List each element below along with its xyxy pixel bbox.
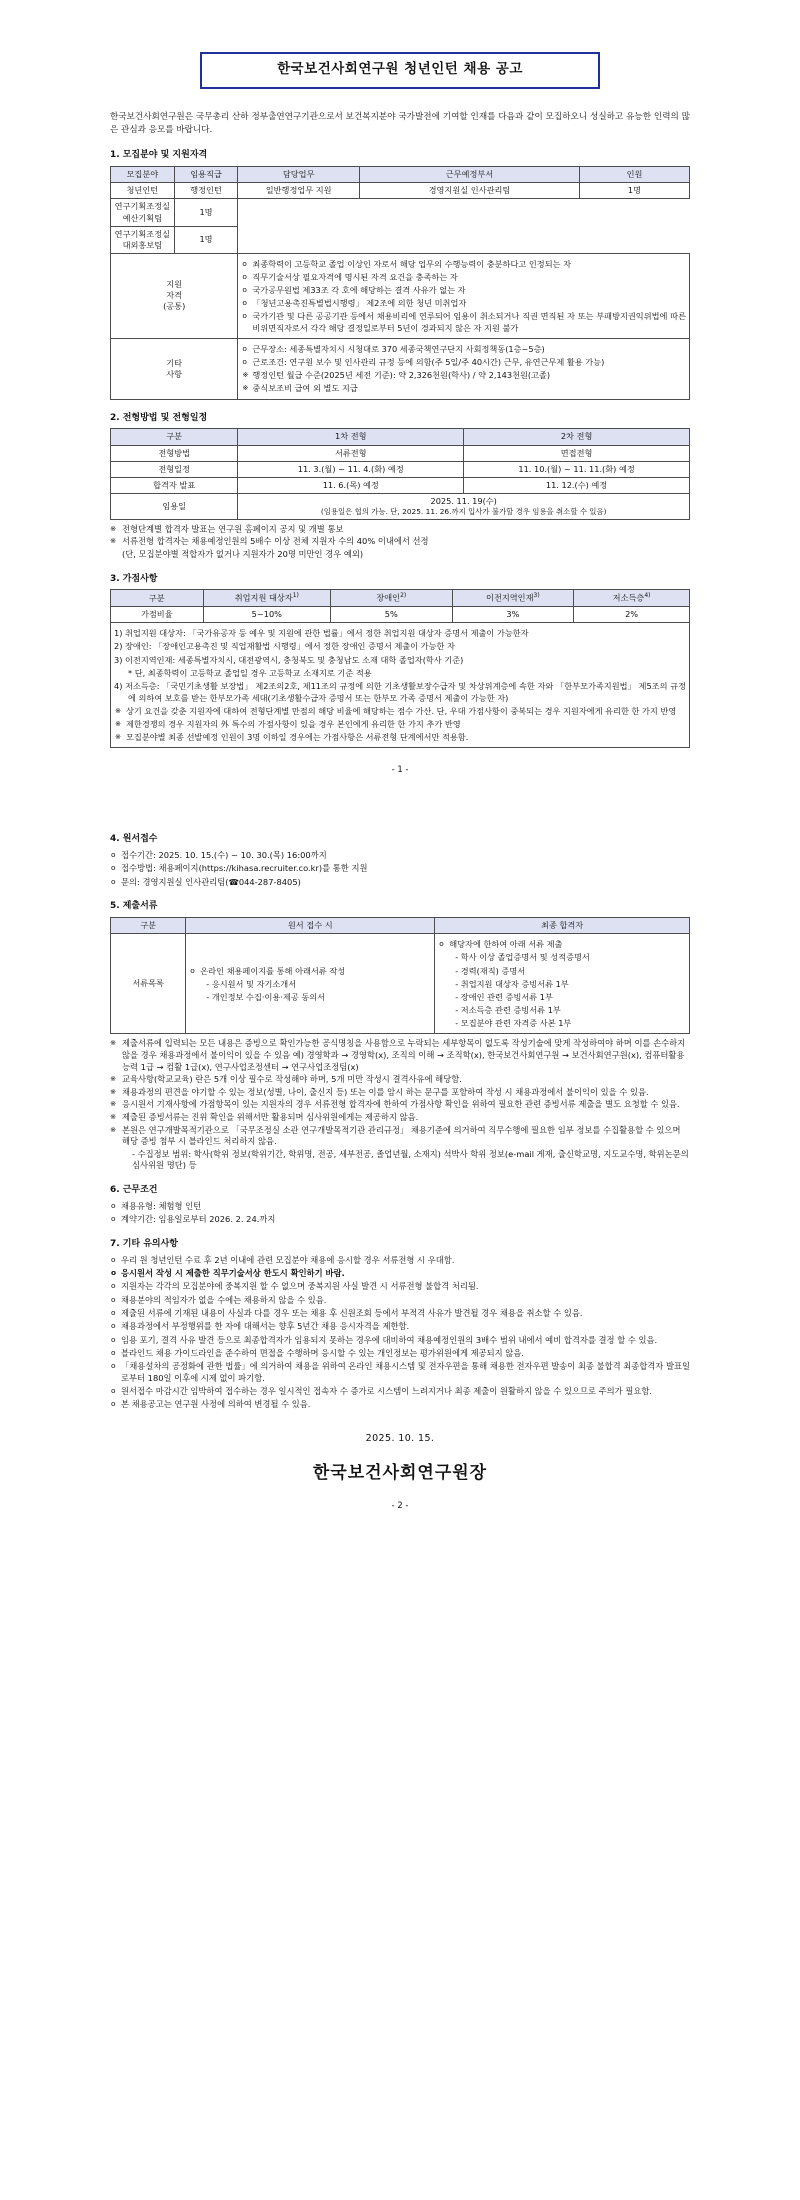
rate-value: 2% (574, 607, 690, 623)
list-item: o 우리 원 청년인턴 수료 후 2년 이내에 관련 모집분야 채용에 응시할 경우 서류전형 시 우대함. (110, 1255, 690, 1267)
apply-documents-list (189, 966, 431, 1004)
col-field: 모집분야 (111, 167, 175, 183)
qualification-label (111, 253, 238, 338)
announcement-date: 2025. 10. 15. (365, 1433, 435, 1445)
section-1-title: 모집분야 및 지원자격 (122, 150, 208, 161)
list-item: o 채용과정에서 부정행위를 한 자에 대해서는 향후 5년간 채용 응시자격을 제한함. (110, 1321, 690, 1333)
row-label: 전형일정 (111, 461, 238, 477)
col-disabled (331, 590, 453, 607)
section-6-number: 6. (110, 1185, 120, 1196)
col-label: 장애인 (376, 593, 401, 604)
col-category: 구분 (111, 918, 186, 934)
etc-label-line: 기타 (166, 357, 183, 368)
table-row (111, 445, 690, 461)
list-item: o 블라인드 채용 가이드라인을 준수하여 면접을 수행하며 응시할 수 있는 개인정보는 평가위원에게 제공되지 않음. (110, 1348, 690, 1360)
row-label: 합격자 발표 (111, 477, 238, 493)
col-label: 이전지역인재 (486, 593, 534, 604)
rate-value: 5% (331, 607, 453, 623)
footnote-item: 1) 취업지원 대상자: 「국가유공자 등 예우 및 지원에 관한 법률」에서 정한 취업지원 대상자 증명서 제출이 가능한자 (114, 628, 529, 639)
col-grade: 임용직급 (174, 167, 238, 183)
first-stage-value: 11. 3.(월) ~ 11. 4.(화) 예정 (238, 461, 464, 477)
grade-value: 행정인턴 (174, 183, 238, 199)
department-value: 연구기획조정실 대외홍보팀 (111, 226, 175, 253)
section-5-number: 5. (110, 901, 120, 912)
section-3-number: 3. (110, 573, 120, 584)
table-row (111, 199, 690, 226)
list-item: o 계약기간: 임용일로부터 2026. 2. 24.까지 (110, 1214, 690, 1226)
etc-list (241, 344, 686, 395)
recruitment-table (110, 166, 690, 399)
footnote-marker: 3) (533, 592, 540, 600)
section-6-heading (110, 1185, 690, 1197)
table-row (111, 183, 690, 199)
section-4-heading (110, 834, 690, 846)
list-item: o 제출된 서류에 기재된 내용이 사실과 다를 경우 또는 채용 후 신원조회 등에서 부적격 사유가 발견될 경우 채용을 취소할 수 있음. (110, 1308, 690, 1320)
col-first-stage: 1차 전형 (238, 429, 464, 445)
page-number-1: - 1 - (391, 764, 409, 775)
note-item: (단, 모집분야별 적합자가 없거나 지원자가 20명 미만인 경우 예외) (122, 548, 364, 559)
section-5-notes (110, 1038, 690, 1172)
table-header-row (111, 167, 690, 183)
footnote-star-item: ※ 모집분야별 최종 선발예정 인원이 3명 이하일 경우에는 가점사항은 서류전형 단계에서만 적용함. (114, 732, 686, 744)
note-item: - 수집정보 범위: 학사(학위 정보(학위기간, 학위명, 전공, 세부전공, 졸업년월, 소재지) 석박사 학위 정보(e-mail 게재, 출신학교명, 지도교수명, 학위논문의 심사위원 명단) 등 (132, 1148, 689, 1171)
footnote-item: * 단, 최종학력이 고등학교 졸업일 경우 고등학교 소재지로 기준 적용 (128, 667, 372, 678)
qualification-list (241, 259, 686, 335)
other-notices-list (110, 1255, 690, 1411)
duty-value: 일반행정업무 지원 (238, 183, 360, 199)
second-stage-value: 면접전형 (464, 445, 690, 461)
list-item: o 임용 포기, 결격 사유 발견 등으로 최종합격자가 임용되지 못하는 경우에 대비하여 채용예정인원의 3배수 범위 내에서 예비 합격자를 결정 할 수 있음. (110, 1335, 690, 1347)
col-at-application: 원서 접수 시 (186, 918, 435, 934)
list-item: - 모집분야 관련 자격증 사본 1부 (455, 1018, 572, 1029)
bonus-points-table (110, 589, 690, 748)
col-duty: 담당업무 (238, 167, 360, 183)
section-4-title: 원서접수 (122, 834, 158, 845)
documents-table (110, 917, 690, 1034)
section-2-title: 전형방법 및 전형일정 (122, 412, 208, 423)
section-3-title: 가점사항 (122, 573, 158, 584)
footnote-item: 4) 저소득층: 「국민기초생활 보장법」 제2조의2호, 제11조의 규정에 의한 기초생활보장수급자 및 차상위계층에 속한 자와 「한부모가족지원법」 제5조의 규정에 의하여 보호를 받는 한부모가족 세대(기초생활수급자 증명서 또는 한부모 가족 증명서 제출이 가능한 자) (114, 680, 686, 703)
final-documents-cell (435, 934, 690, 1034)
list-item: o 응시원서 작성 시 제출한 직무기술서상 한도시 확인하기 바람. (110, 1268, 690, 1280)
note-item: ※ 제출된 증빙서류는 진위 확인을 위해서만 활용되며 심사위원에게는 제공하지 않음. (110, 1112, 690, 1124)
rate-label: 가점비율 (111, 607, 204, 623)
qualification-label-line: 지원 (166, 279, 183, 290)
section-2-heading (110, 413, 690, 425)
field-value: 청년인턴 (111, 183, 175, 199)
section-4-number: 4. (110, 834, 120, 845)
list-item: o 채용유형: 체험형 인턴 (110, 1201, 690, 1213)
list-item: o 해당자에 한하여 아래 서류 제출 (438, 939, 686, 951)
department-value: 경영지원실 인사관리팀 (359, 183, 579, 199)
count-value: 1명 (174, 226, 238, 253)
list-item: o 근무장소: 세종특별자치시 시청대로 370 세종국책연구단지 사회정책동(1층~5층) (241, 344, 686, 356)
table-header-row (111, 918, 690, 934)
footnote-marker: 1) (292, 592, 299, 600)
schedule-table (110, 428, 690, 519)
col-category: 구분 (111, 590, 204, 607)
etc-list-cell (238, 339, 690, 400)
list-item: - 개인정보 수집·이용·제공 동의서 (206, 991, 326, 1002)
section-3-heading (110, 574, 690, 586)
page-title: 한국보건사회연구원 청년인턴 채용 공고 (200, 52, 600, 89)
appointment-cell (238, 493, 690, 519)
section-2-notes (110, 524, 690, 561)
department-value: 연구기획조정실 예산기획팀 (111, 199, 175, 226)
section-7-heading (110, 1239, 690, 1251)
footnote-row (111, 623, 690, 748)
list-item: o 최종학력이 고등학교 졸업 이상인 자로서 해당 업무의 수행능력이 충분하다고 인정되는 자 (241, 259, 686, 271)
list-item: o 본 채용공고는 연구원 사정에 의하여 변경될 수 있음. (110, 1399, 690, 1411)
list-item: - 장애인 관련 증빙서류 1부 (455, 991, 553, 1002)
list-item: o 채용분야의 적임자가 없을 수에는 채용하지 않을 수 있음. (110, 1295, 690, 1307)
table-row (111, 607, 690, 623)
footnote-item: 3) 이전지역인재: 세종특별자치시, 대전광역시, 충청북도 및 충청남도 소재 대학 졸업자(학사 기준) (114, 654, 464, 665)
first-stage-value: 서류전형 (238, 445, 464, 461)
section-7-title: 기타 유의사항 (122, 1238, 178, 1249)
list-item: o 「청년고용촉진특별법시행령」 제2조에 의한 청년 미취업자 (241, 298, 686, 310)
list-item: - 저소득층 관련 증빙서류 1부 (455, 1005, 561, 1016)
list-item: o 근로조건: 연구원 보수 및 인사관리 규정 등에 의함(주 5일/주 40시간) 근무, 유연근무제 활용 가능) (241, 357, 686, 369)
etc-label-line: 사항 (166, 368, 183, 379)
appointment-date: 2025. 11. 19(수) (430, 495, 497, 506)
footnote-cell (111, 623, 690, 748)
section-1-heading (110, 150, 690, 162)
section-1-number: 1. (110, 150, 120, 161)
list-item: o 접수방법: 채용페이지(https://kihasa.recruiter.co.kr)를 통한 지원 (110, 863, 690, 875)
note-item: ※ 교육사항(학교교육) 란은 5개 이상 필수로 작성해야 하며, 5개 미만 작성시 결격사유에 해당함. (110, 1074, 690, 1086)
note-item: ※ 응시원서 기재사항에 가점항목이 있는 지원자의 경우 서류전형 합격자에 한하여 가점사항 확인을 위하여 필요한 관련 증빙서류 제출을 별도 요청할 수 있음. (110, 1099, 690, 1111)
note-item: ※ 제출서류에 입력되는 모든 내용은 증빙으로 확인가능한 공식명칭을 사용함으로 누락되는 세부항목이 없도록 작성기술에 맞게 작성하여야 하며 이를 손수하지 않을 경우 채용과정에서 불이익이 있을 수 있음 예) 경영학과 → 경영학(x), 조직의 이해 → 조직학(x), 한국보건사회연구원 → 보건사회연구원(x), 컴퓨터활용능력 1급 → 컴활 1급(x), 연구사업조정센터 → 연구사업조정팀(x) (110, 1038, 690, 1073)
count-value: 1명 (174, 199, 238, 226)
note-item: ※ 전형단계별 합격자 발표는 연구원 홈페이지 공지 및 개별 통보 (110, 524, 690, 536)
list-item: - 응시원서 및 자기소개서 (206, 978, 297, 989)
table-row (111, 477, 690, 493)
footnote-marker: 2) (400, 592, 407, 600)
table-header-row (111, 429, 690, 445)
appointment-row (111, 493, 690, 519)
footnote-marker: 4) (644, 592, 651, 600)
intro-paragraph: 한국보건사회연구원은 국무총리 산하 정부출연연구기관으로서 보건복지분야 국가발전에 기여할 인재를 다음과 같이 모집하오니 성실하고 유능한 인력의 많은 관심과 응모를 바랍니다. (110, 111, 690, 136)
footnote-star-item: ※ 상기 요건을 갖춘 지원자에 대하여 전형단계별 만점의 해당 비율에 해당하는 점수 가산. 단, 우대 가점사항이 중복되는 경우 지원자에게 유리한 한 가지 반영 (114, 706, 686, 718)
work-conditions-list (110, 1201, 690, 1226)
col-count: 인원 (579, 167, 689, 183)
footnote-star-item: ※ 제한경쟁의 경우 지원자의 外 특수의 가점사항이 있을 경우 본인에게 유리한 한 가지 추가 반영 (114, 719, 686, 731)
organization-name: 한국보건사회연구원장 (312, 1462, 488, 1483)
qualification-row (111, 253, 690, 338)
note-item: ※ 서류전형 합격자는 채용예정인원의 5배수 이상 전체 지원자 수의 40% 이내에서 선정 (110, 536, 690, 548)
col-category: 구분 (111, 429, 238, 445)
row-label: 서류목록 (111, 934, 186, 1034)
page-break-spacer (110, 775, 690, 821)
rate-value: 3% (452, 607, 574, 623)
col-second-stage: 2차 전형 (464, 429, 690, 445)
count-value: 1명 (579, 183, 689, 199)
list-item: o 온라인 채용페이지를 통해 아래서류 작성 (189, 966, 431, 978)
section-2-number: 2. (110, 412, 120, 423)
list-item: ※ 행정인턴 월급 수준(2025년 세전 기준): 약 2,326천원(학사) / 약 2,143천원(고졸) (241, 370, 686, 382)
list-item: o 직무기술서상 필요자격에 명시된 자격 요건을 충족하는 자 (241, 272, 686, 284)
qualification-label-line: 자격 (166, 290, 183, 301)
section-5-heading (110, 901, 690, 913)
final-documents-list (438, 939, 686, 1029)
apply-documents-cell (186, 934, 435, 1034)
list-item: o 국가공무원법 제33조 각 호에 해당하는 결격 사유가 없는 자 (241, 285, 686, 297)
list-item: - 학사 이상 졸업증명서 및 성적증명서 (455, 952, 590, 963)
footnote-item: 2) 장애인: 「장애인고용촉진 및 직업재활법 시행령」에서 정한 장애인 증명서 제출이 가능한 자 (114, 641, 455, 652)
section-6-title: 근무조건 (122, 1185, 158, 1196)
second-stage-value: 11. 10.(월) ~ 11. 11.(화) 예정 (464, 461, 690, 477)
list-item: - 취업지원 대상자 증빙서류 1부 (455, 978, 569, 989)
col-label: 저소득층 (612, 593, 645, 604)
list-item: o 원서접수 마감시간 임박하여 접수하는 경우 일시적인 접속자 수 증가로 시스템이 느려지거나 최종 제출이 원활하지 않을 수 있으므로 주의가 필요함. (110, 1386, 690, 1398)
list-item: - 경력(재직) 증명서 (455, 965, 526, 976)
note-item: ※ 채용과정의 편견을 야기할 수 있는 정보(성별, 나이, 출신지 등) 또는 이를 암시 하는 문구를 포함하여 작성 시 채용과정에서 불이익이 있을 수 있음. (110, 1087, 690, 1099)
col-final-passer: 최종 합격자 (435, 918, 690, 934)
first-stage-value: 11. 6.(목) 예정 (238, 477, 464, 493)
qualification-list-cell (238, 253, 690, 338)
rate-value: 5~10% (203, 607, 330, 623)
table-row (111, 226, 690, 253)
application-list (110, 850, 690, 888)
col-department: 근무예정부서 (359, 167, 579, 183)
list-item: o 접수기간: 2025. 10. 15.(수) ~ 10. 30.(목) 16:00까지 (110, 850, 690, 862)
appointment-note: (임용일은 협의 가능. 단, 2025. 11. 26.까지 입사가 불가할 경우 임용을 취소할 수 있음) (320, 506, 607, 516)
second-stage-value: 11. 12.(수) 예정 (464, 477, 690, 493)
qualification-label-line: (공통) (163, 301, 186, 312)
col-label: 취업지원 대상자 (234, 593, 293, 604)
table-header-row (111, 590, 690, 607)
list-item: o 국가기관 및 다른 공공기관 등에서 채용비리에 연루되어 임용이 취소되거나 직권 면직된 자 또는 부패방지권익위법에 따른 비위면직자로서 각각 해당 결정일로부터 5년이 경과되지 않은 자 지원 불가 (241, 311, 686, 334)
col-low-income (574, 590, 690, 607)
footnote-list (114, 628, 686, 743)
section-7-number: 7. (110, 1238, 120, 1249)
section-5-title: 제출서류 (122, 901, 158, 912)
table-row (111, 461, 690, 477)
etc-label (111, 339, 238, 400)
appointment-label: 임용일 (111, 493, 238, 519)
table-row (111, 934, 690, 1034)
row-label: 전형방법 (111, 445, 238, 461)
etc-row (111, 339, 690, 400)
list-item: ※ 중식보조비 급여 외 별도 지급 (241, 383, 686, 395)
col-local-talent (452, 590, 574, 607)
note-item: ※ 본원은 연구개발목적기관으로 「국무조정실 소관 연구개발목적기관 관리규정」 채용기준에 의거하여 직무수행에 필요한 임부 정보를 수집활용할 수 있으며 해당 증빙 첨부 시 블라인드 처리하지 않음. (110, 1125, 690, 1148)
list-item: o 지원자는 각각의 모집분야에 중복지원 할 수 없으며 중복지원 사실 발견 시 서류전형 불합격 처리됨. (110, 1281, 690, 1293)
col-employment-support (203, 590, 330, 607)
list-item: o 「채용설차의 공정화에 관한 법률」에 의거하여 채용을 위하여 온라인 채용시스템 및 전자우편을 통해 채용한 전자우편 발송이 최종 불합격 최종합격자 발표일로부터 180일 이후에 시제 없이 파기함. (110, 1361, 690, 1385)
title-container (110, 0, 690, 89)
page-number-2: - 2 - (391, 1500, 409, 1511)
list-item: o 문의: 경영지원실 인사관리팀(☎044-287-8405) (110, 877, 690, 889)
